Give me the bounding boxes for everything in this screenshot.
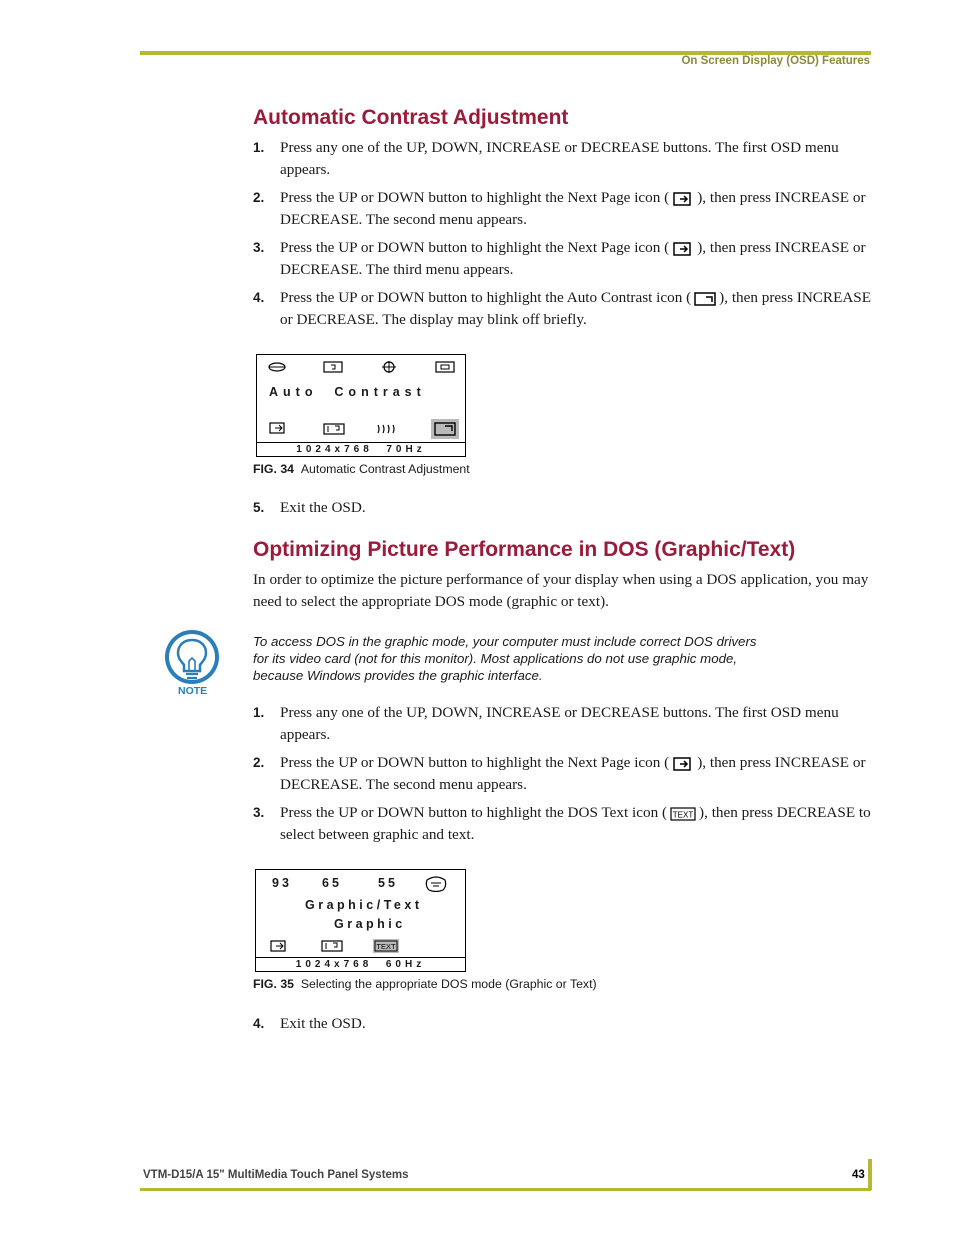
note-line: for its video card (not for this monitor). Most applications do not use graphic mode, (253, 651, 738, 666)
figure-caption (253, 462, 470, 476)
next-page-icon (270, 939, 290, 953)
osd-mode: Graphic (334, 917, 406, 931)
osd-resolution: 1024x768 70Hz (257, 442, 465, 456)
size-icon (435, 361, 455, 373)
osd-title: Graphic/Text (305, 898, 423, 912)
osd-label: Auto Contrast (269, 385, 426, 399)
step-number: 5. (253, 500, 265, 515)
running-header: On Screen Display (OSD) Features (681, 55, 870, 67)
section-heading-auto-contrast: Automatic Contrast Adjustment (253, 106, 569, 129)
note-line: because Windows provides the graphic interface. (253, 668, 543, 683)
step-item (253, 752, 873, 796)
auto-contrast-icon (694, 291, 716, 307)
intro-paragraph: In order to optimize the picture performance of your display when using a DOS application, you may need to select the appropriate DOS mode (graphic or text). (253, 571, 869, 610)
step-text-after: ), then press INCREASE or DECREASE. The display may blink off briefly. (280, 289, 872, 328)
figure-caption (253, 977, 597, 991)
step-text-after: ), then press INCREASE or DECREASE. The second menu appears. (280, 754, 866, 793)
figure-caption-text: Automatic Contrast Adjustment (300, 462, 470, 476)
figure-number: FIG. 35 (253, 977, 295, 991)
figure-number: FIG. 34 (253, 462, 295, 476)
osd-value: 65 (322, 876, 342, 890)
step-text-after: ), then press INCREASE or DECREASE. The second menu appears. (280, 189, 866, 228)
step-number: 2. (253, 190, 265, 205)
footer-rule (140, 1188, 871, 1191)
section-heading-dos-mode: Optimizing Picture Performance in DOS (Graphic/Text) (253, 538, 796, 561)
osd-value: 93 (272, 876, 292, 890)
text-icon-label: TEXT (376, 942, 396, 951)
step-number: 1. (253, 140, 265, 155)
step-text: Exit the OSD. (280, 1015, 366, 1032)
next-page-icon (269, 421, 289, 435)
step-text: Exit the OSD. (280, 499, 366, 516)
step-item (253, 287, 873, 331)
text-icon-label: TEXT (672, 810, 694, 820)
brightness-icon (267, 361, 287, 373)
step-text-before: Press the UP or DOWN button to highlight the DOS Text icon ( (280, 804, 668, 821)
step-number: 2. (253, 755, 265, 770)
moire-icon (375, 423, 397, 435)
dos-mode-icon (424, 876, 448, 892)
figure-caption-text: Selecting the appropriate DOS mode (Graphic or Text) (300, 977, 597, 991)
next-page-icon (672, 756, 694, 772)
position-icon (323, 361, 343, 373)
osd-resolution: 1024x768 60Hz (256, 957, 465, 971)
step-number: 1. (253, 705, 265, 720)
footer-accent (868, 1159, 872, 1190)
note-label: NOTE (178, 685, 208, 697)
step-text: Press any one of the UP, DOWN, INCREASE or DECREASE buttons. The first OSD menu appears. (280, 139, 839, 178)
step-item (253, 802, 873, 846)
color-icon (381, 360, 397, 374)
step-text-before: Press the UP or DOWN button to highlight the Next Page icon ( (280, 189, 670, 206)
lightbulb-icon (163, 628, 221, 686)
step-text-after: ), then press DECREASE to select between graphic and text. (280, 804, 871, 843)
note-line: To access DOS in the graphic mode, your computer must include correct DOS drivers (253, 634, 757, 649)
auto-contrast-icon (434, 422, 456, 436)
note-text (253, 633, 793, 684)
step-item (253, 497, 873, 519)
step-text-after: ), then press INCREASE or DECREASE. The third menu appears. (280, 239, 866, 278)
osd-menu-figure-34 (256, 354, 466, 457)
page-number: 43 (852, 1169, 865, 1181)
step-item (253, 237, 873, 281)
step-item (253, 137, 873, 181)
step-text-before: Press the UP or DOWN button to highlight the Next Page icon ( (280, 239, 670, 256)
step-item (253, 187, 873, 231)
step-text-before: Press the UP or DOWN button to highlight the Auto Contrast icon ( (280, 289, 692, 306)
step-text: Press any one of the UP, DOWN, INCREASE or DECREASE buttons. The first OSD menu appears. (280, 704, 839, 743)
reset-icon (321, 940, 343, 952)
step-number: 3. (253, 240, 265, 255)
step-number: 4. (253, 1016, 265, 1031)
step-number: 3. (253, 805, 265, 820)
next-page-icon (672, 241, 694, 257)
footer-title: VTM-D15/A 15" MultiMedia Touch Panel Systems (143, 1169, 409, 1181)
step-number: 4. (253, 290, 265, 305)
dos-text-icon (670, 806, 696, 822)
dos-text-icon-highlighted (373, 939, 399, 953)
reset-icon (323, 423, 345, 435)
step-text-before: Press the UP or DOWN button to highlight the Next Page icon ( (280, 754, 670, 771)
step-item (253, 702, 873, 746)
step-item (253, 1013, 873, 1035)
next-page-icon (672, 191, 694, 207)
osd-menu-figure-35 (255, 869, 466, 972)
osd-value: 55 (378, 876, 398, 890)
